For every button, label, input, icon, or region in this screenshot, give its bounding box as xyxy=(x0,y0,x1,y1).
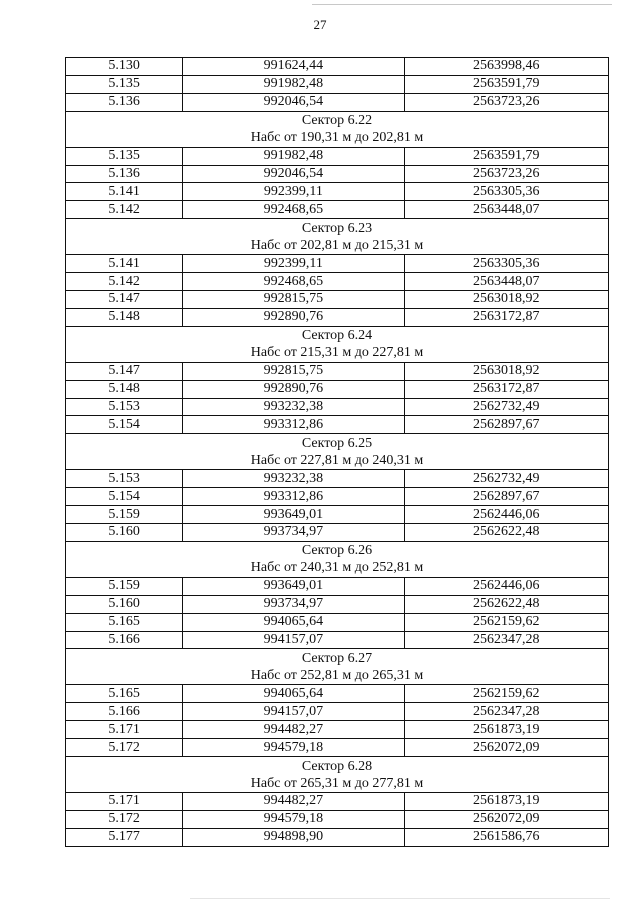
table-row xyxy=(66,613,609,631)
point-number-cell: 5.154 xyxy=(66,488,183,506)
x-coordinate-cell: 991982,48 xyxy=(183,147,404,165)
table-row xyxy=(66,721,609,739)
x-coordinate-cell: 993232,38 xyxy=(183,398,404,416)
point-number-cell: 5.166 xyxy=(66,631,183,649)
point-number-cell: 5.147 xyxy=(66,362,183,380)
sector-header-row xyxy=(66,757,609,793)
sector-height-range: Набс от 252,81 м до 265,31 м xyxy=(250,667,424,683)
table-row xyxy=(66,291,609,309)
sector-height-range: Набс от 240,31 м до 252,81 м xyxy=(250,560,424,576)
sector-header-cell xyxy=(66,434,609,470)
point-number-cell: 5.136 xyxy=(66,93,183,111)
point-number-cell: 5.148 xyxy=(66,380,183,398)
sector-title: Сектор 6.24 xyxy=(301,328,373,344)
x-coordinate-cell: 993649,01 xyxy=(183,506,404,524)
scan-bottom-line xyxy=(190,898,610,899)
point-number-cell: 5.147 xyxy=(66,291,183,309)
table-row xyxy=(66,380,609,398)
y-coordinate-cell: 2562159,62 xyxy=(404,685,608,703)
sector-title: Сектор 6.22 xyxy=(301,113,373,129)
x-coordinate-cell: 993649,01 xyxy=(183,577,404,595)
sector-header-row xyxy=(66,219,609,255)
table-row xyxy=(66,524,609,542)
y-coordinate-cell: 2563172,87 xyxy=(404,308,608,326)
sector-title: Сектор 6.27 xyxy=(301,650,373,666)
y-coordinate-cell: 2562347,28 xyxy=(404,631,608,649)
y-coordinate-cell: 2562897,67 xyxy=(404,416,608,434)
point-number-cell: 5.141 xyxy=(66,255,183,273)
point-number-cell: 5.171 xyxy=(66,793,183,811)
point-number-cell: 5.141 xyxy=(66,183,183,201)
sector-header-cell xyxy=(66,326,609,362)
y-coordinate-cell: 2563018,92 xyxy=(404,291,608,309)
y-coordinate-cell: 2563018,92 xyxy=(404,362,608,380)
table-row xyxy=(66,308,609,326)
point-number-cell: 5.153 xyxy=(66,470,183,488)
coordinates-table-body xyxy=(66,58,609,847)
y-coordinate-cell: 2561586,76 xyxy=(404,828,608,846)
y-coordinate-cell: 2563723,26 xyxy=(404,165,608,183)
x-coordinate-cell: 994065,64 xyxy=(183,613,404,631)
x-coordinate-cell: 994898,90 xyxy=(183,828,404,846)
y-coordinate-cell: 2562732,49 xyxy=(404,470,608,488)
table-row xyxy=(66,793,609,811)
sector-header-row xyxy=(66,541,609,577)
x-coordinate-cell: 994065,64 xyxy=(183,685,404,703)
x-coordinate-cell: 993232,38 xyxy=(183,470,404,488)
y-coordinate-cell: 2563998,46 xyxy=(404,58,608,76)
sector-header-cell xyxy=(66,541,609,577)
x-coordinate-cell: 994482,27 xyxy=(183,721,404,739)
point-number-cell: 5.165 xyxy=(66,613,183,631)
point-number-cell: 5.166 xyxy=(66,703,183,721)
point-number-cell: 5.172 xyxy=(66,810,183,828)
sector-height-range: Набс от 190,31 м до 202,81 м xyxy=(250,130,424,146)
table-row xyxy=(66,739,609,757)
x-coordinate-cell: 992815,75 xyxy=(183,291,404,309)
sector-title: Сектор 6.25 xyxy=(301,435,373,451)
sector-title: Сектор 6.26 xyxy=(301,543,373,559)
x-coordinate-cell: 991982,48 xyxy=(183,75,404,93)
table-row xyxy=(66,398,609,416)
x-coordinate-cell: 991624,44 xyxy=(183,58,404,76)
x-coordinate-cell: 994157,07 xyxy=(183,631,404,649)
coordinates-table xyxy=(65,57,609,847)
point-number-cell: 5.130 xyxy=(66,58,183,76)
sector-header-row xyxy=(66,326,609,362)
y-coordinate-cell: 2563723,26 xyxy=(404,93,608,111)
point-number-cell: 5.136 xyxy=(66,165,183,183)
table-row xyxy=(66,416,609,434)
sector-header-row xyxy=(66,111,609,147)
table-row xyxy=(66,255,609,273)
x-coordinate-cell: 992468,65 xyxy=(183,273,404,291)
x-coordinate-cell: 992399,11 xyxy=(183,255,404,273)
point-number-cell: 5.159 xyxy=(66,577,183,595)
x-coordinate-cell: 993312,86 xyxy=(183,488,404,506)
point-number-cell: 5.135 xyxy=(66,147,183,165)
point-number-cell: 5.171 xyxy=(66,721,183,739)
table-row xyxy=(66,828,609,846)
sector-title: Сектор 6.23 xyxy=(301,220,373,236)
table-row xyxy=(66,577,609,595)
y-coordinate-cell: 2563591,79 xyxy=(404,147,608,165)
table-row xyxy=(66,685,609,703)
y-coordinate-cell: 2562446,06 xyxy=(404,506,608,524)
x-coordinate-cell: 993734,97 xyxy=(183,595,404,613)
table-row xyxy=(66,470,609,488)
point-number-cell: 5.160 xyxy=(66,595,183,613)
x-coordinate-cell: 994579,18 xyxy=(183,739,404,757)
sector-header-row xyxy=(66,649,609,685)
sector-header-row xyxy=(66,434,609,470)
y-coordinate-cell: 2562622,48 xyxy=(404,595,608,613)
y-coordinate-cell: 2562072,09 xyxy=(404,810,608,828)
point-number-cell: 5.154 xyxy=(66,416,183,434)
scan-top-line xyxy=(312,4,612,5)
table-row xyxy=(66,93,609,111)
sector-header-cell xyxy=(66,757,609,793)
table-row xyxy=(66,595,609,613)
table-row xyxy=(66,75,609,93)
y-coordinate-cell: 2562159,62 xyxy=(404,613,608,631)
x-coordinate-cell: 993312,86 xyxy=(183,416,404,434)
table-row xyxy=(66,703,609,721)
sector-height-range: Набс от 215,31 м до 227,81 м xyxy=(250,345,424,361)
table-row xyxy=(66,147,609,165)
y-coordinate-cell: 2563305,36 xyxy=(404,183,608,201)
table-row xyxy=(66,201,609,219)
point-number-cell: 5.159 xyxy=(66,506,183,524)
y-coordinate-cell: 2563448,07 xyxy=(404,201,608,219)
y-coordinate-cell: 2561873,19 xyxy=(404,793,608,811)
point-number-cell: 5.148 xyxy=(66,308,183,326)
y-coordinate-cell: 2563172,87 xyxy=(404,380,608,398)
y-coordinate-cell: 2563305,36 xyxy=(404,255,608,273)
table-row xyxy=(66,183,609,201)
point-number-cell: 5.177 xyxy=(66,828,183,846)
table-row xyxy=(66,362,609,380)
x-coordinate-cell: 994157,07 xyxy=(183,703,404,721)
sector-header-cell xyxy=(66,219,609,255)
point-number-cell: 5.172 xyxy=(66,739,183,757)
sector-height-range: Набс от 265,31 м до 277,81 м xyxy=(250,775,424,791)
y-coordinate-cell: 2562622,48 xyxy=(404,524,608,542)
point-number-cell: 5.160 xyxy=(66,524,183,542)
page-number: 27 xyxy=(313,17,327,32)
point-number-cell: 5.142 xyxy=(66,201,183,219)
sector-header-cell xyxy=(66,649,609,685)
point-number-cell: 5.142 xyxy=(66,273,183,291)
x-coordinate-cell: 994482,27 xyxy=(183,793,404,811)
x-coordinate-cell: 992046,54 xyxy=(183,165,404,183)
x-coordinate-cell: 992815,75 xyxy=(183,362,404,380)
point-number-cell: 5.153 xyxy=(66,398,183,416)
table-row xyxy=(66,165,609,183)
y-coordinate-cell: 2562072,09 xyxy=(404,739,608,757)
x-coordinate-cell: 992890,76 xyxy=(183,308,404,326)
x-coordinate-cell: 992399,11 xyxy=(183,183,404,201)
table-row xyxy=(66,506,609,524)
y-coordinate-cell: 2562347,28 xyxy=(404,703,608,721)
point-number-cell: 5.135 xyxy=(66,75,183,93)
x-coordinate-cell: 992468,65 xyxy=(183,201,404,219)
sector-height-range: Набс от 227,81 м до 240,31 м xyxy=(250,452,424,468)
table-row xyxy=(66,273,609,291)
point-number-cell: 5.165 xyxy=(66,685,183,703)
sector-header-cell xyxy=(66,111,609,147)
y-coordinate-cell: 2563448,07 xyxy=(404,273,608,291)
y-coordinate-cell: 2562732,49 xyxy=(404,398,608,416)
x-coordinate-cell: 994579,18 xyxy=(183,810,404,828)
x-coordinate-cell: 992046,54 xyxy=(183,93,404,111)
y-coordinate-cell: 2561873,19 xyxy=(404,721,608,739)
sector-title: Сектор 6.28 xyxy=(301,758,373,774)
table-row xyxy=(66,631,609,649)
x-coordinate-cell: 992890,76 xyxy=(183,380,404,398)
y-coordinate-cell: 2563591,79 xyxy=(404,75,608,93)
table-row xyxy=(66,488,609,506)
table-row xyxy=(66,58,609,76)
table-row xyxy=(66,810,609,828)
sector-height-range: Набс от 202,81 м до 215,31 м xyxy=(250,237,424,253)
y-coordinate-cell: 2562897,67 xyxy=(404,488,608,506)
y-coordinate-cell: 2562446,06 xyxy=(404,577,608,595)
x-coordinate-cell: 993734,97 xyxy=(183,524,404,542)
